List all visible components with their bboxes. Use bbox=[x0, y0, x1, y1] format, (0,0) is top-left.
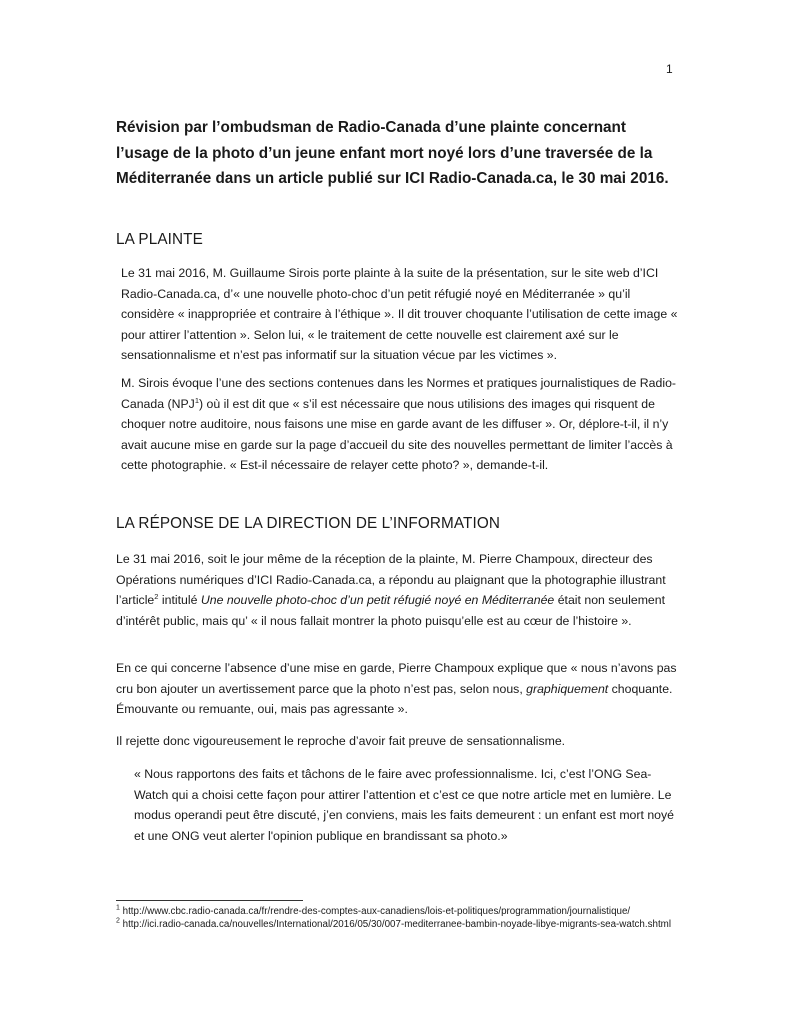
footnote-1 bbox=[116, 906, 676, 919]
footnotes bbox=[116, 906, 676, 931]
footnote-link[interactable]: http://ici.radio-canada.ca/nouvelles/International/2016/05/30/007-mediterranee-bambin-noyade-libye-migrants-sea-watch.shtml bbox=[119, 918, 672, 930]
reponse-p2-text-cont: choquante. Émouvante ou remuante, oui, mais pas agressante ». bbox=[116, 681, 673, 717]
reponse-p1-mid: intitulé bbox=[158, 593, 201, 608]
document-title: Révision par l’ombudsman de Radio-Canada d’une plainte concernant l’usage de la photo d’un jeune enfant mort noyé lors d’une traversée de la Méditerranée dans un article publié sur ICI Radio-Canada.ca, le 30 mai 2016. bbox=[116, 119, 669, 187]
footnote-2 bbox=[116, 919, 676, 932]
block-quote: « Nous rapportons des faits et tâchons de le faire avec professionnalisme. Ici, c’est l’ONG Sea-Watch qui a choisi cette façon pour attirer l’attention et c’est ce que notre article met en lumière. Le modus operandi peut être discuté, j’en conviens, mais les faits demeurent : un enfant est mort noyé et une ONG veut alerter l'opinion publique en brandissant sa photo.» bbox=[134, 767, 674, 843]
footnote-number: 2 bbox=[116, 917, 120, 925]
article-title: Une nouvelle photo-choc d’un petit réfugié noyé en Méditerranée bbox=[200, 593, 555, 608]
footnote-ref-2: 2 bbox=[154, 592, 159, 602]
reponse-p1-text: Le 31 mai 2016, soit le jour même de la réception de la plainte, M. Pierre Champoux, directeur des Opérations numériques d’ICI Radio-Canada.ca, a répondu au plaignant que la photographie illustrant l’article bbox=[116, 552, 666, 608]
reponse-paragraph-1 bbox=[116, 549, 681, 631]
section-heading-plainte: LA PLAINTE bbox=[116, 231, 203, 248]
reponse-p2-text: En ce qui concerne l’absence d’une mise en garde, Pierre Champoux explique que « nous n’avons pas cru bon ajouter un avertissement parce que la photo n’est pas, selon nous, bbox=[116, 661, 677, 696]
plainte-p2-text-cont: ) où il est dit que « s’il est nécessaire que nous utilisions des images qui risquent de choquer notre auditoire, nous faisons une mise en garde avant de les diffuser ». Or, déplore-t-il, il n’y avait aucune mise en garde sur la page d’accueil du site des nouvelles permettant de limiter l’accès à cette photographie. « Est-il nécessaire de relayer cette photo? », demande-t-il. bbox=[121, 396, 673, 473]
page-number: 1 bbox=[666, 62, 673, 76]
reponse-paragraph-3: Il rejette donc vigoureusement le reproche d’avoir fait preuve de sensationnalisme. bbox=[116, 734, 566, 748]
plainte-p2-text: M. Sirois évoque l’une des sections contenues dans les Normes et pratiques journalistiques de Radio-Canada (NPJ bbox=[121, 376, 677, 411]
footnote-number: 1 bbox=[116, 904, 120, 912]
reponse-paragraph-2 bbox=[116, 658, 681, 720]
footnote-ref-1: 1 bbox=[194, 395, 199, 405]
plainte-paragraph-2 bbox=[121, 373, 681, 476]
footnote-separator bbox=[116, 900, 303, 901]
footnote-link[interactable]: http://www.cbc.radio-canada.ca/fr/rendre-des-comptes-aux-canadiens/lois-et-politiques/programmation/journalistique/ bbox=[119, 906, 631, 917]
plainte-paragraph-1: Le 31 mai 2016, M. Guillaume Sirois porte plainte à la suite de la présentation, sur le site web d’ICI Radio-Canada.ca, d’« une nouvelle photo-choc d’un petit réfugié noyé en Méditerranée » qu’il considère « inappropriée et contraire à l’éthique ». Il dit trouver choquante l’utilisation de cette image « pour attirer l’attention ». Selon lui, « le traitement de cette nouvelle est clairement axé sur le sensationnalisme et n’est pas informatif sur la situation vécue par les victimes ». bbox=[121, 266, 678, 363]
reponse-p2-emphasis: graphiquement bbox=[526, 681, 609, 696]
reponse-p1-text-cont: était non seulement d’intérêt public, mais qu’ « il nous fallait montrer la photo puisqu’elle est au cœur de l’histoire ». bbox=[116, 593, 666, 628]
section-heading-reponse: LA RÉPONSE DE LA DIRECTION DE L’INFORMATION bbox=[116, 515, 500, 532]
